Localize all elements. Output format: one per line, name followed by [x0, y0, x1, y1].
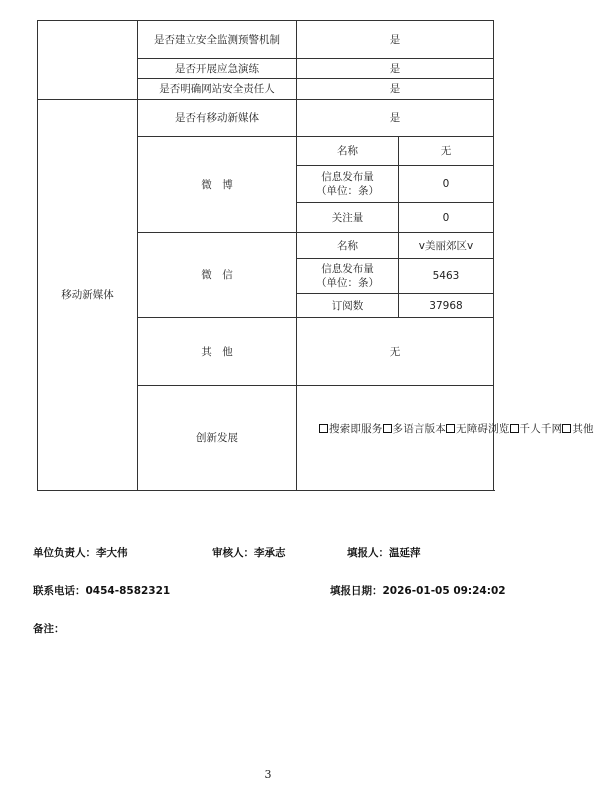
row-label: 是否明确网站安全责任人 [138, 79, 297, 100]
weixin-sub-label: 订阅数 [297, 294, 399, 318]
table-row [38, 100, 494, 137]
table-row [38, 21, 494, 59]
section-cell-top [38, 21, 138, 100]
section-mobile-media: 移动新媒体 [38, 100, 138, 491]
weibo-name-value: 无 [399, 137, 494, 166]
weibo-posts-label: 信息发布量（单位：条） [297, 166, 399, 203]
contact-phone: 联系电话：0454-8582321 [33, 585, 171, 597]
report-table [37, 20, 594, 491]
other-value: 无 [297, 318, 494, 386]
weixin-posts-label: 信息发布量（单位：条） [297, 259, 399, 294]
weixin-title: 微 信 [138, 233, 297, 318]
weixin-sub-value: 37968 [399, 294, 494, 318]
weixin-name-label: 名称 [297, 233, 399, 259]
unit-head: 单位负责人：李大伟 [33, 547, 128, 559]
checkbox-icon[interactable] [446, 424, 455, 433]
row-value: 是 [297, 59, 494, 79]
checkbox-icon[interactable] [562, 424, 571, 433]
weixin-name-value: v美丽郊区v [399, 233, 494, 259]
row-value: 是 [297, 100, 494, 137]
option-accessible[interactable]: 无障碍浏览 [446, 423, 510, 435]
row-label: 是否有移动新媒体 [138, 100, 297, 137]
section-innovation: 创新发展 [138, 386, 297, 491]
weibo-follow-label: 关注量 [297, 203, 399, 233]
weibo-follow-value: 0 [399, 203, 494, 233]
option-multilingual[interactable]: 多语言版本 [383, 423, 447, 435]
innovation-options [297, 386, 594, 491]
checkbox-icon[interactable] [510, 424, 519, 433]
option-personalized[interactable]: 千人千网 [510, 423, 563, 435]
weibo-name-label: 名称 [297, 137, 399, 166]
fill-date: 填报日期：2026-01-05 09:24:02 [330, 585, 506, 597]
row-value: 是 [297, 79, 494, 100]
option-search-service[interactable]: 搜索即服务 [319, 423, 383, 435]
page-number: 3 [264, 768, 272, 781]
checkbox-icon[interactable] [383, 424, 392, 433]
filler: 填报人：温延萍 [347, 547, 421, 559]
remark: 备注： [33, 623, 65, 635]
weibo-posts-value: 0 [399, 166, 494, 203]
other-title: 其 他 [138, 318, 297, 386]
checkbox-icon[interactable] [319, 424, 328, 433]
weixin-posts-value: 5463 [399, 259, 494, 294]
row-label: 是否建立安全监测预警机制 [138, 21, 297, 59]
weibo-title: 微 博 [138, 137, 297, 233]
row-value: 是 [297, 21, 494, 59]
option-other[interactable]: 其他 [562, 423, 593, 435]
row-label: 是否开展应急演练 [138, 59, 297, 79]
reviewer: 审核人：李承志 [212, 547, 286, 559]
